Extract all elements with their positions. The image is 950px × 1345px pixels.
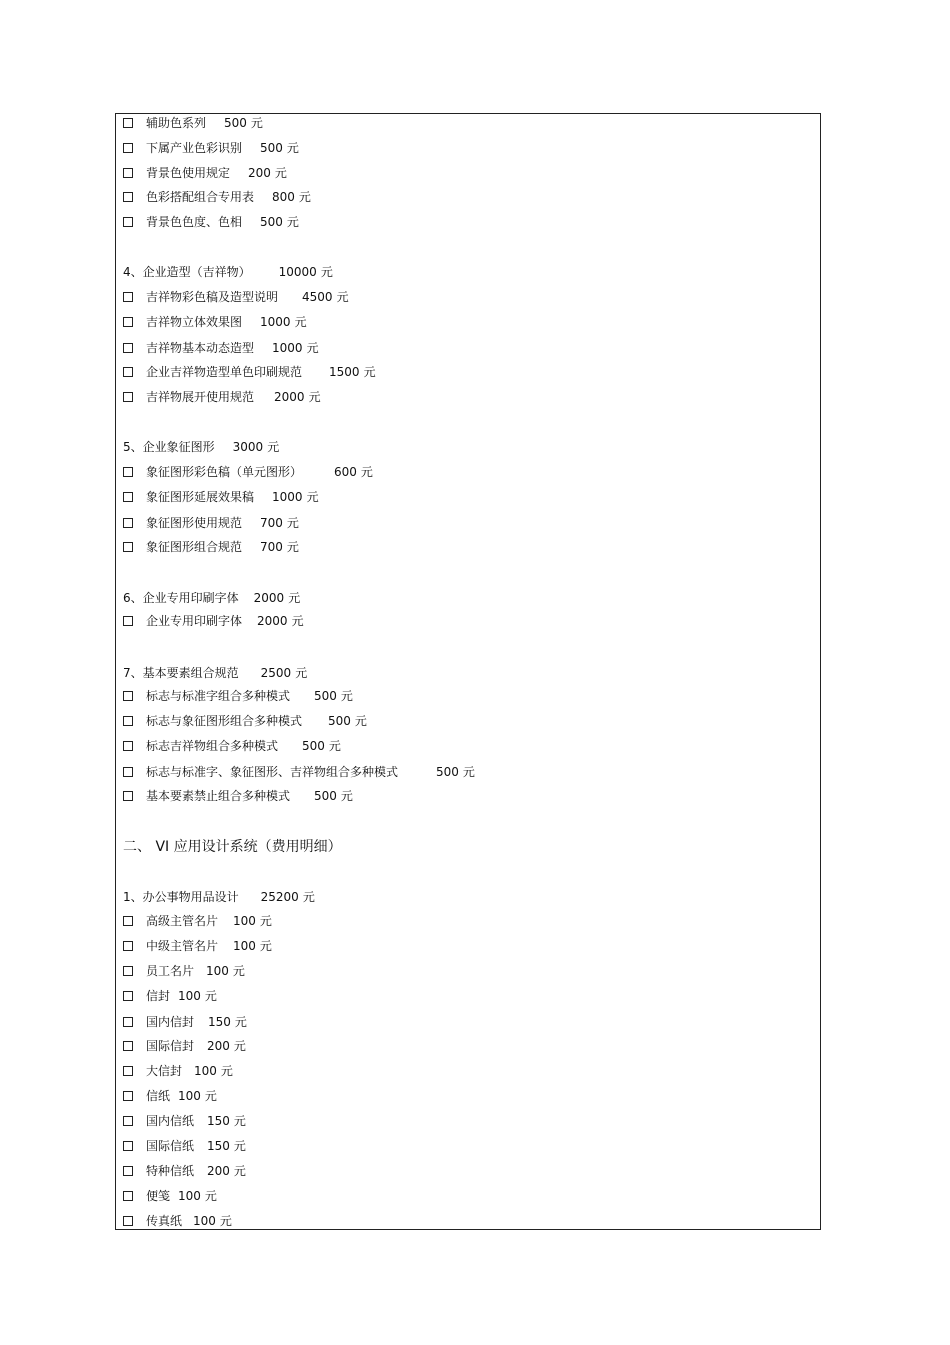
checkbox-icon[interactable]: [123, 292, 133, 302]
section-title: 二、 VI 应用设计系统（费用明细）: [123, 839, 342, 855]
checkbox-icon[interactable]: [123, 1191, 133, 1201]
item-amount: 500: [436, 765, 459, 779]
item-label: 标志与标准字组合多种模式: [146, 689, 291, 703]
checklist-item: [123, 141, 299, 155]
checkbox-icon[interactable]: [123, 542, 133, 552]
item-label: 国内信纸: [146, 1114, 195, 1128]
currency-unit: 元: [298, 190, 311, 204]
item-label: 国际信纸: [146, 1139, 195, 1153]
checkbox-icon[interactable]: [123, 1017, 133, 1027]
item-amount: 500: [328, 714, 351, 728]
currency-unit: 元: [204, 989, 217, 1003]
currency-unit: 元: [286, 215, 299, 229]
item-amount: 500: [224, 116, 247, 130]
checkbox-icon[interactable]: [123, 691, 133, 701]
checklist-item: [123, 1114, 246, 1128]
checklist-item: [123, 789, 353, 803]
item-amount: 2500: [260, 666, 292, 680]
item-label: 标志与象征图形组合多种模式: [146, 714, 303, 728]
item-amount: 100: [233, 914, 256, 928]
item-label: 标志与标准字、象征图形、吉祥物组合多种模式: [146, 765, 399, 779]
checklist-item: [123, 964, 245, 978]
item-amount: 800: [272, 190, 295, 204]
item-label: 1、办公事物用品设计: [123, 890, 239, 904]
item-amount: 150: [207, 1114, 230, 1128]
item-label: 国内信封: [146, 1015, 195, 1029]
item-amount: 700: [260, 540, 283, 554]
item-amount: 150: [207, 1139, 230, 1153]
category-heading: [123, 440, 279, 454]
checklist-item: [123, 365, 376, 379]
checklist-item: [123, 166, 287, 180]
item-amount: 25200: [260, 890, 299, 904]
item-label: 7、基本要素组合规范: [123, 666, 239, 680]
item-amount: 2000: [257, 614, 288, 628]
checkbox-icon[interactable]: [123, 1216, 133, 1226]
currency-unit: 元: [328, 739, 341, 753]
currency-unit: 元: [220, 1064, 233, 1078]
currency-unit: 元: [286, 540, 299, 554]
item-amount: 100: [178, 1189, 201, 1203]
item-amount: 10000: [278, 265, 317, 279]
currency-unit: 元: [306, 341, 319, 355]
item-label: 特种信纸: [146, 1164, 195, 1178]
currency-unit: 元: [294, 315, 307, 329]
item-amount: 500: [302, 739, 325, 753]
checkbox-icon[interactable]: [123, 916, 133, 926]
item-label: 便笺: [146, 1189, 171, 1203]
checkbox-icon[interactable]: [123, 168, 133, 178]
checkbox-icon[interactable]: [123, 716, 133, 726]
checklist-item: [123, 614, 304, 628]
item-amount: 1500: [329, 365, 360, 379]
category-heading: [123, 666, 307, 680]
item-amount: 100: [194, 1064, 217, 1078]
currency-unit: 元: [308, 390, 321, 404]
item-label: 辅助色系列: [146, 116, 207, 130]
item-label: 象征图形彩色稿（单元图形）: [146, 465, 303, 479]
checklist-item: [123, 939, 272, 953]
checkbox-icon[interactable]: [123, 492, 133, 502]
item-amount: 2000: [253, 591, 285, 605]
checklist-item: [123, 490, 319, 504]
item-label: 标志吉祥物组合多种模式: [146, 739, 279, 753]
item-amount: 3000: [232, 440, 264, 454]
item-amount: 100: [178, 1089, 201, 1103]
item-amount: 500: [314, 789, 337, 803]
checklist-item: [123, 689, 353, 703]
checklist-item: [123, 714, 367, 728]
currency-unit: 元: [462, 765, 475, 779]
item-label: 吉祥物基本动态造型: [146, 341, 255, 355]
checkbox-icon[interactable]: [123, 467, 133, 477]
checklist-item: [123, 516, 299, 530]
checkbox-icon[interactable]: [123, 941, 133, 951]
item-amount: 100: [193, 1214, 216, 1228]
item-amount: 600: [334, 465, 357, 479]
checklist-item: [123, 315, 307, 329]
item-label: 传真纸: [146, 1214, 183, 1228]
item-label: 信封: [146, 989, 171, 1003]
item-amount: 2000: [274, 390, 305, 404]
item-label: 企业专用印刷字体: [146, 614, 243, 628]
checklist-item: [123, 765, 475, 779]
checkbox-icon[interactable]: [123, 991, 133, 1001]
currency-unit: 元: [259, 914, 272, 928]
checklist-item: [123, 290, 349, 304]
currency-unit: 元: [336, 290, 349, 304]
category-heading: [123, 890, 315, 904]
item-label: 象征图形延展效果稿: [146, 490, 255, 504]
currency-unit: 元: [295, 666, 308, 680]
item-label: 基本要素禁止组合多种模式: [146, 789, 291, 803]
currency-unit: 元: [340, 689, 353, 703]
item-label: 员工名片: [146, 964, 195, 978]
item-label: 4、企业造型（吉祥物）: [123, 265, 251, 279]
item-amount: 1000: [260, 315, 291, 329]
checklist-item: [123, 465, 373, 479]
item-label: 6、企业专用印刷字体: [123, 591, 239, 605]
item-label: 吉祥物展开使用规范: [146, 390, 255, 404]
item-label: 中级主管名片: [146, 939, 219, 953]
checklist-item: [123, 116, 263, 130]
currency-unit: 元: [250, 116, 263, 130]
currency-unit: 元: [360, 465, 373, 479]
item-label: 吉祥物立体效果图: [146, 315, 243, 329]
item-amount: 1000: [272, 490, 303, 504]
checkbox-icon[interactable]: [123, 791, 133, 801]
currency-unit: 元: [286, 141, 299, 155]
item-label: 色彩搭配组合专用表: [146, 190, 255, 204]
checklist-item: [123, 1064, 233, 1078]
checkbox-icon[interactable]: [123, 741, 133, 751]
checkbox-icon[interactable]: [123, 1116, 133, 1126]
item-amount: 500: [314, 689, 337, 703]
currency-unit: 元: [267, 440, 280, 454]
checkbox-icon[interactable]: [123, 143, 133, 153]
category-heading: [123, 265, 333, 279]
item-label: 象征图形组合规范: [146, 540, 243, 554]
checkbox-icon[interactable]: [123, 1041, 133, 1051]
currency-unit: 元: [286, 516, 299, 530]
checkbox-icon[interactable]: [123, 343, 133, 353]
checkbox-icon[interactable]: [123, 192, 133, 202]
item-label: 象征图形使用规范: [146, 516, 243, 530]
checklist-item: [123, 215, 299, 229]
item-label: 企业吉祥物造型单色印刷规范: [146, 365, 303, 379]
item-label: 国际信封: [146, 1039, 195, 1053]
item-label: 大信封: [146, 1064, 183, 1078]
item-label: 5、企业象征图形: [123, 440, 215, 454]
checklist-item: [123, 190, 311, 204]
item-amount: 4500: [302, 290, 333, 304]
checklist-item: [123, 1164, 246, 1178]
currency-unit: 元: [233, 1164, 246, 1178]
currency-unit: 元: [363, 365, 376, 379]
item-amount: 100: [233, 939, 256, 953]
currency-unit: 元: [320, 265, 333, 279]
item-amount: 200: [207, 1039, 230, 1053]
checkbox-icon[interactable]: [123, 1091, 133, 1101]
checkbox-icon[interactable]: [123, 616, 133, 626]
category-heading: [123, 591, 300, 605]
currency-unit: 元: [354, 714, 367, 728]
checklist-item: [123, 341, 319, 355]
checklist-item: [123, 1089, 217, 1103]
checklist-item: [123, 989, 217, 1003]
item-label: 信纸: [146, 1089, 171, 1103]
checklist-item: [123, 739, 341, 753]
checkbox-icon[interactable]: [123, 767, 133, 777]
checklist-item: [123, 1039, 246, 1053]
item-amount: 500: [260, 215, 283, 229]
checklist-item: [123, 1189, 217, 1203]
item-amount: 700: [260, 516, 283, 530]
currency-unit: 元: [234, 1015, 247, 1029]
currency-unit: 元: [274, 166, 287, 180]
currency-unit: 元: [232, 964, 245, 978]
item-amount: 150: [208, 1015, 231, 1029]
checkbox-icon[interactable]: [123, 392, 133, 402]
checkbox-icon[interactable]: [123, 1166, 133, 1176]
currency-unit: 元: [233, 1114, 246, 1128]
currency-unit: 元: [204, 1089, 217, 1103]
item-amount: 200: [207, 1164, 230, 1178]
currency-unit: 元: [204, 1189, 217, 1203]
currency-unit: 元: [306, 490, 319, 504]
currency-unit: 元: [302, 890, 315, 904]
currency-unit: 元: [233, 1039, 246, 1053]
item-amount: 200: [248, 166, 271, 180]
currency-unit: 元: [219, 1214, 232, 1228]
checkbox-icon[interactable]: [123, 118, 133, 128]
item-label: 下属产业色彩识别: [146, 141, 243, 155]
checkbox-icon[interactable]: [123, 217, 133, 227]
checklist-item: [123, 1214, 232, 1228]
checkbox-icon[interactable]: [123, 1066, 133, 1076]
item-amount: 100: [206, 964, 229, 978]
currency-unit: 元: [340, 789, 353, 803]
checklist-item: [123, 1139, 246, 1153]
checkbox-icon[interactable]: [123, 367, 133, 377]
checklist-item: [123, 1015, 247, 1029]
checkbox-icon[interactable]: [123, 1141, 133, 1151]
item-amount: 500: [260, 141, 283, 155]
checkbox-icon[interactable]: [123, 966, 133, 976]
checklist-item: [123, 540, 299, 554]
checklist-item: [123, 914, 272, 928]
currency-unit: 元: [259, 939, 272, 953]
item-amount: 1000: [272, 341, 303, 355]
checkbox-icon[interactable]: [123, 518, 133, 528]
checklist-item: [123, 390, 321, 404]
item-label: 背景色使用规定: [146, 166, 231, 180]
item-amount: 100: [178, 989, 201, 1003]
currency-unit: 元: [288, 591, 301, 605]
item-label: 高级主管名片: [146, 914, 219, 928]
item-label: 背景色色度、色相: [146, 215, 243, 229]
currency-unit: 元: [233, 1139, 246, 1153]
currency-unit: 元: [291, 614, 304, 628]
checkbox-icon[interactable]: [123, 317, 133, 327]
item-label: 吉祥物彩色稿及造型说明: [146, 290, 279, 304]
